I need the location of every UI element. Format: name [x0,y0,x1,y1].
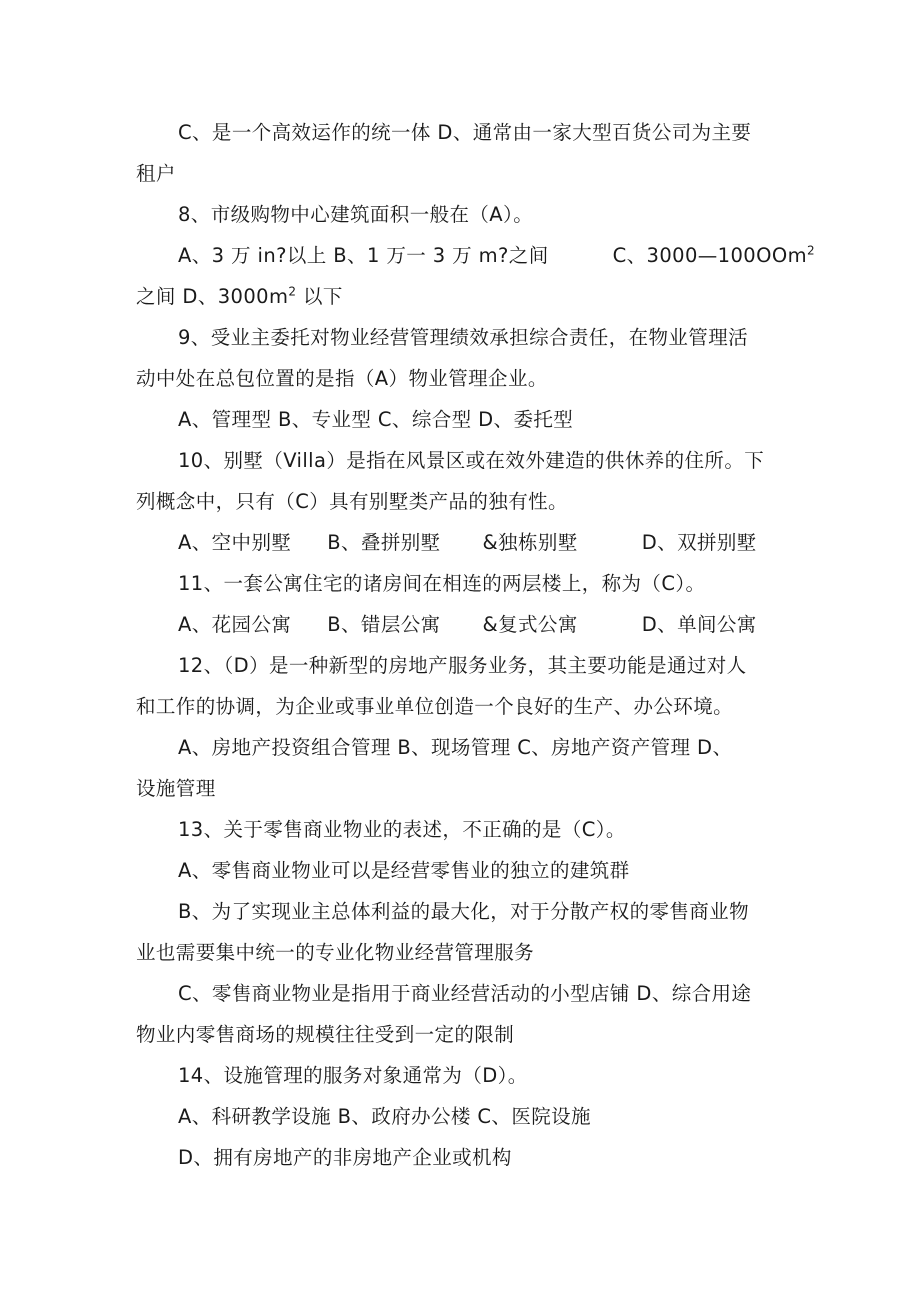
q8-options-line [178,244,815,268]
text-line: C、是一个高效运作的统一体 D、通常由一家大型百货公司为主要 [178,121,752,144]
question-13 [178,818,626,842]
q13-option-cd [178,982,751,1006]
text-line: 动中处在总包位置的是指（A）物业管理企业。 [136,367,548,390]
q9-options [178,408,573,432]
text-line: 业也需要集中统一的专业化物业经营管理服务 [136,941,535,964]
text-line: 列概念中，只有（C）具有别墅类产品的独有性。 [136,490,568,513]
q10-options [178,531,757,555]
text-line: 10、别墅（Villa）是指在风景区或在效外建造的供休养的住所。下 [178,449,765,472]
option-a: A、花园公寓 [178,613,292,636]
q13-option-a [178,859,630,883]
q12-options-continuation [136,777,216,801]
text-line: A、房地产投资组合管理 B、现场管理 C、房地产资产管理 D、 [178,736,733,759]
question-9-continuation [136,367,548,391]
text-line: 11、一套公寓住宅的诸房间在相连的两层楼上，称为（C）。 [178,572,706,595]
text-line: 12、（D）是一种新型的房地产服务业务，其主要功能是通过对人 [178,654,747,677]
option-d: D、双拼别墅 [641,531,757,554]
text-line: C、零售商业物业是指用于商业经营活动的小型店铺 D、综合用途 [178,982,752,1005]
option-b: B、叠拼别墅 [327,531,441,554]
text-line: 和工作的协调，为企业或事业单位创造一个良好的生产、办公环境。 [136,695,734,718]
text-line: 物业内零售商场的规模往往受到一定的限制 [136,1023,515,1046]
text-line: A、科研教学设施 B、政府办公楼 C、医院设施 [178,1105,591,1128]
question-10 [178,449,764,473]
question-9 [178,326,748,350]
question-8 [178,203,533,227]
question-12-continuation [136,695,733,719]
option-c: &独栋别墅 [482,531,578,554]
text-line: D、拥有房地产的非房地产企业或机构 [178,1146,512,1169]
text-line: B、为了实现业主总体利益的最大化，对于分散产权的零售商业物 [178,900,749,923]
q13-option-b [178,900,749,924]
text-line: 8、市级购物中心建筑面积一般在（A）。 [178,203,534,226]
q8-option-c: C、3000—100OOm [612,244,807,267]
text-line: 租户 [136,162,176,185]
q7-option-cd-line [178,121,751,145]
q13-option-d-continuation [136,1023,514,1047]
q8-option-d: 之间 D、3000m [136,285,289,308]
question-11 [178,572,705,596]
superscript: 2 [288,284,297,299]
question-12 [178,654,747,678]
option-b: B、错层公寓 [327,613,441,636]
q14-option-d [178,1146,512,1170]
question-14 [178,1064,528,1088]
superscript: 2 [806,243,816,258]
text-line: 14、设施管理的服务对象通常为（D）。 [178,1064,528,1087]
text-line: 以下 [296,285,343,308]
option-d: D、单间公寓 [641,613,757,636]
question-10-continuation [136,490,568,514]
text-line: 9、受业主委托对物业经营管理绩效承担综合责任，在物业管理活 [178,326,749,349]
option-c: &复式公寓 [482,613,578,636]
q7-option-d-continuation [136,162,176,186]
text-line: 设施管理 [136,777,216,800]
q13-option-b-continuation [136,941,534,965]
q12-options [178,736,732,760]
q11-options [178,613,757,637]
text-line: 13、关于零售商业物业的表述，不正确的是（C）。 [178,818,626,841]
q8-option-ab: A、3 万 in?以上 B、1 万一 3 万 m?之间 [178,244,549,267]
text-line: A、管理型 B、专业型 C、综合型 D、委托型 [178,408,574,431]
option-a: A、空中别墅 [178,531,292,554]
text-line: A、零售商业物业可以是经营零售业的独立的建筑群 [178,859,630,882]
q8-options-continuation [136,285,343,309]
q14-options-abc [178,1105,591,1129]
